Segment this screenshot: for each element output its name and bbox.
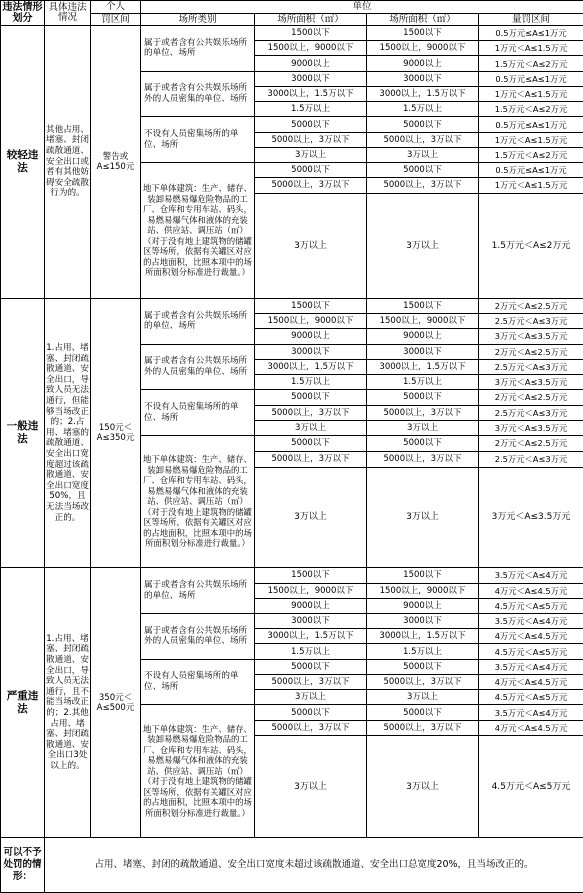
venue-area: 5000以下	[367, 435, 479, 451]
violation-level: 一般违法	[1, 298, 45, 567]
unit-penalty-range: 4.5万元＜A≤5万元	[479, 598, 583, 613]
venue-area: 5000以上，3万以下	[255, 451, 367, 467]
venue-area: 3万以上	[255, 147, 367, 162]
venue-area: 5000以下	[367, 390, 479, 405]
venue-area: 5000以上，3万以下	[367, 674, 479, 689]
violation-level: 严重违法	[1, 568, 45, 838]
venue-area: 5000以上，3万以下	[255, 405, 367, 420]
violation-level: 较轻违法	[1, 26, 45, 299]
unit-penalty-range: 3万元＜A≤3.5万元	[479, 420, 583, 435]
unit-penalty-range: 2.5万元＜A≤3万元	[479, 451, 583, 467]
venue-area: 9000以上	[255, 329, 367, 344]
unit-penalty-range: 0.5万元≤A≤1万元	[479, 117, 583, 132]
venue-area: 1500以上，9000以下	[367, 41, 479, 56]
venue-area: 1500以上，9000以下	[255, 41, 367, 56]
venue-type: 地下单体建筑：生产、储存、装卸易燃易爆危险物品的工厂、仓库和专用车站、码头，易燃易爆气体和液体的充装站、供应站、调压站（㎡）（对于没有地上建筑物的储罐区等场所，依据有关罐区对应的占地面积，比照本项中的场所面积划分标准进行裁量。）	[141, 163, 255, 299]
unit-penalty-range: 4.5万元＜A≤5万元	[479, 736, 583, 838]
unit-penalty-range: 4万元＜A≤4.5万元	[479, 674, 583, 689]
venue-area: 5000以上，3万以下	[255, 720, 367, 735]
venue-area: 3000以下	[255, 614, 367, 629]
venue-area: 5000以上，3万以下	[367, 405, 479, 420]
venue-type: 不设有人员密集场所的单位、场所	[141, 659, 255, 705]
header-unit: 单位	[141, 1, 583, 14]
venue-type: 地下单体建筑：生产、储存、装卸易燃易爆危险物品的工厂、仓库和专用车站、码头，易燃易爆气体和液体的充装站、供应站、调压站（㎡）（对于没有地上建筑物的储罐区等场所，依据有关罐区对应的占地面积，比照本项中的场所面积划分标准进行裁量。）	[141, 705, 255, 838]
venue-area: 5000以下	[367, 659, 479, 674]
unit-penalty-range: 4.5万元＜A≤5万元	[479, 690, 583, 705]
unit-penalty-range: 1.5万元＜A≤2万元	[479, 147, 583, 162]
venue-area: 5000以下	[255, 117, 367, 132]
venue-area: 9000以上	[367, 329, 479, 344]
table-row	[1, 568, 583, 583]
venue-area: 1500以下	[367, 298, 479, 313]
violation-situation: 1.占用、堵塞、封闭疏散通道、安全出口，导致人员无法通行，且不能当场改正的；2.其他占用、堵塞、封闭疏散通道、安全出口3处以上的。	[45, 568, 91, 838]
venue-area: 3000以上，1.5万以下	[255, 359, 367, 374]
venue-type: 不设有人员密集场所的单位、场所	[141, 390, 255, 436]
venue-area: 5000以下	[367, 705, 479, 720]
venue-type: 属于或者含有公共娱乐场所的单位、场所	[141, 26, 255, 72]
unit-penalty-range: 1.5万元＜A≤2万元	[479, 193, 583, 298]
venue-area: 3万以上	[255, 420, 367, 435]
venue-area: 1.5万以上	[255, 644, 367, 659]
unit-penalty-range: 2.5万元＜A≤3万元	[479, 405, 583, 420]
table-row	[1, 298, 583, 313]
venue-area: 5000以上，3万以下	[255, 132, 367, 147]
venue-area: 5000以下	[367, 117, 479, 132]
unit-penalty-range: 3万元＜A≤3.5万元	[479, 329, 583, 344]
header-situation: 具体违法情况	[45, 1, 91, 26]
venue-area: 1.5万以上	[367, 102, 479, 117]
header-level: 违法情形划分	[2, 2, 43, 24]
unit-penalty-range: 2.5万元＜A≤3万元	[479, 314, 583, 329]
venue-type: 属于或者含有公共娱乐场所外的人员密集的单位、场所	[141, 344, 255, 390]
venue-area: 1500以下	[255, 298, 367, 313]
unit-penalty-range: 0.5万元≤A≤1万元	[479, 71, 583, 86]
venue-area: 3000以下	[255, 344, 367, 359]
individual-penalty: 150元＜A≤350元	[91, 298, 141, 567]
venue-area: 3万以上	[367, 736, 479, 838]
venue-area: 3万以上	[367, 690, 479, 705]
unit-penalty-range: 3万元＜A≤3.5万元	[479, 375, 583, 390]
venue-area: 1500以上，9000以下	[255, 314, 367, 329]
venue-area: 3万以上	[367, 147, 479, 162]
venue-area: 3000以上，1.5万以下	[367, 629, 479, 644]
venue-area: 3万以上	[367, 467, 479, 568]
venue-area: 3000以下	[367, 614, 479, 629]
venue-type: 属于或者含有公共娱乐场所的单位、场所	[141, 298, 255, 344]
venue-area: 5000以上，3万以下	[255, 674, 367, 689]
venue-area: 3000以下	[255, 71, 367, 86]
table-body	[1, 26, 583, 838]
venue-area: 9000以上	[367, 56, 479, 71]
unit-penalty-range: 3万元＜A≤3.5万元	[479, 467, 583, 568]
unit-penalty-range: 3.5万元＜A≤4万元	[479, 705, 583, 720]
venue-area: 3000以下	[367, 71, 479, 86]
footer-label: 可以不予处罚的情形：	[1, 838, 45, 893]
venue-area: 1500以上，9000以下	[367, 583, 479, 598]
venue-area: 1.5万以上	[367, 644, 479, 659]
venue-area: 5000以上，3万以下	[367, 178, 479, 193]
header-individual: 个人	[91, 1, 141, 14]
venue-area: 5000以上，3万以下	[367, 132, 479, 147]
unit-penalty-range: 2.5万元＜A≤3万元	[479, 359, 583, 374]
venue-type: 地下单体建筑：生产、储存、装卸易燃易爆危险物品的工厂、仓库和专用车站、码头，易燃易爆气体和液体的充装站、供应站、调压站（㎡）（对于没有地上建筑物的储罐区等场所，依据有关罐区对应的占地面积，比照本项中的场所面积划分标准进行裁量。）	[141, 435, 255, 567]
violation-situation: 1.占用、堵塞、封闭疏散通道、安全出口，导致人员无法通行，但能够当场改正的；2.占用、堵塞的疏散通道、安全出口宽度超过该疏散通道、安全出口宽度50%，且无法当场改正的。	[45, 298, 91, 567]
unit-penalty-range: 1.5万元＜A≤2万元	[479, 56, 583, 71]
unit-penalty-range: 2万元＜A≤2.5万元	[479, 435, 583, 451]
venue-area: 3万以上	[255, 736, 367, 838]
venue-area: 3000以上，1.5万以下	[255, 86, 367, 101]
table-row	[1, 26, 583, 41]
unit-penalty-range: 4.5万元＜A≤5万元	[479, 644, 583, 659]
unit-penalty-range: 1万元＜A≤1.5万元	[479, 132, 583, 147]
venue-type: 属于或者含有公共娱乐场所外的人员密集的单位、场所	[141, 71, 255, 117]
unit-penalty-range: 3.5万元＜A≤4万元	[479, 659, 583, 674]
venue-area: 3万以上	[255, 467, 367, 568]
individual-penalty: 警告或A≤150元	[91, 26, 141, 299]
venue-type: 属于或者含有公共娱乐场所的单位、场所	[141, 568, 255, 614]
header-area-2: 场所面积（㎡）	[367, 14, 479, 26]
header-area-1: 场所面积（㎡）	[255, 14, 367, 26]
unit-penalty-range: 2万元＜A≤2.5万元	[479, 344, 583, 359]
unit-penalty-range: 3.5万元＜A≤4万元	[479, 568, 583, 583]
venue-area: 1500以下	[367, 568, 479, 583]
venue-area: 5000以下	[367, 163, 479, 178]
unit-penalty-range: 0.5万元≤A≤1万元	[479, 163, 583, 178]
unit-penalty-range: 4万元＜A≤4.5万元	[479, 720, 583, 735]
unit-penalty-range: 4万元＜A≤4.5万元	[479, 629, 583, 644]
unit-penalty-range: 1万元＜A≤1.5万元	[479, 41, 583, 56]
venue-area: 5000以下	[255, 390, 367, 405]
footer-text: 占用、堵塞、封闭的疏散通道、安全出口宽度未超过该疏散通道、安全出口总宽度20%，且当场改正的。	[45, 838, 583, 893]
venue-area: 1500以上，9000以下	[255, 583, 367, 598]
venue-area: 3000以上，1.5万以下	[255, 629, 367, 644]
venue-area: 5000以下	[255, 163, 367, 178]
unit-penalty-range: 1.5万元＜A≤2万元	[479, 102, 583, 117]
venue-area: 1500以上，9000以下	[367, 314, 479, 329]
venue-area: 5000以上，3万以下	[255, 178, 367, 193]
venue-area: 9000以上	[255, 598, 367, 613]
venue-area: 1.5万以上	[255, 102, 367, 117]
venue-area: 1500以下	[255, 568, 367, 583]
venue-area: 5000以下	[255, 659, 367, 674]
unit-penalty-range: 4万元＜A≤4.5万元	[479, 583, 583, 598]
venue-area: 3万以上	[255, 193, 367, 298]
venue-area: 3万以上	[367, 193, 479, 298]
venue-type: 不设有人员密集场所的单位、场所	[141, 117, 255, 163]
venue-area: 5000以下	[255, 435, 367, 451]
venue-area: 1.5万以上	[367, 375, 479, 390]
unit-penalty-range: 3.5万元＜A≤4万元	[479, 614, 583, 629]
venue-area: 5000以上，3万以下	[367, 720, 479, 735]
unit-penalty-range: 0.5万元≤A≤1万元	[479, 26, 583, 41]
venue-area: 3000以上，1.5万以下	[367, 359, 479, 374]
venue-type: 属于或者含有公共娱乐场所外的人员密集的单位、场所	[141, 614, 255, 660]
header-unit-penalty-range: 量罚区间	[479, 14, 583, 26]
venue-area: 5000以下	[255, 705, 367, 720]
violation-situation: 其他占用、堵塞、封闭疏散通道、安全出口或者有其他妨碍安全疏散行为的。	[45, 26, 91, 299]
venue-area: 1500以下	[367, 26, 479, 41]
venue-area: 3万以上	[255, 690, 367, 705]
header-penalty-range: 罚区间	[91, 14, 141, 26]
venue-area: 3000以下	[367, 344, 479, 359]
individual-penalty: 350元＜A≤500元	[91, 568, 141, 838]
venue-area: 9000以上	[255, 56, 367, 71]
unit-penalty-range: 2万元＜A≤2.5万元	[479, 390, 583, 405]
venue-area: 1500以下	[255, 26, 367, 41]
unit-penalty-range: 1万元＜A≤1.5万元	[479, 86, 583, 101]
venue-area: 3000以上，1.5万以下	[367, 86, 479, 101]
venue-area: 5000以上，3万以下	[367, 451, 479, 467]
header-venue-type: 场所类别	[141, 14, 255, 26]
venue-area: 1.5万以上	[255, 375, 367, 390]
venue-area: 3万以上	[367, 420, 479, 435]
venue-area: 9000以上	[367, 598, 479, 613]
unit-penalty-range: 2万元＜A≤2.5万元	[479, 298, 583, 313]
unit-penalty-range: 1万元＜A≤1.5万元	[479, 178, 583, 193]
